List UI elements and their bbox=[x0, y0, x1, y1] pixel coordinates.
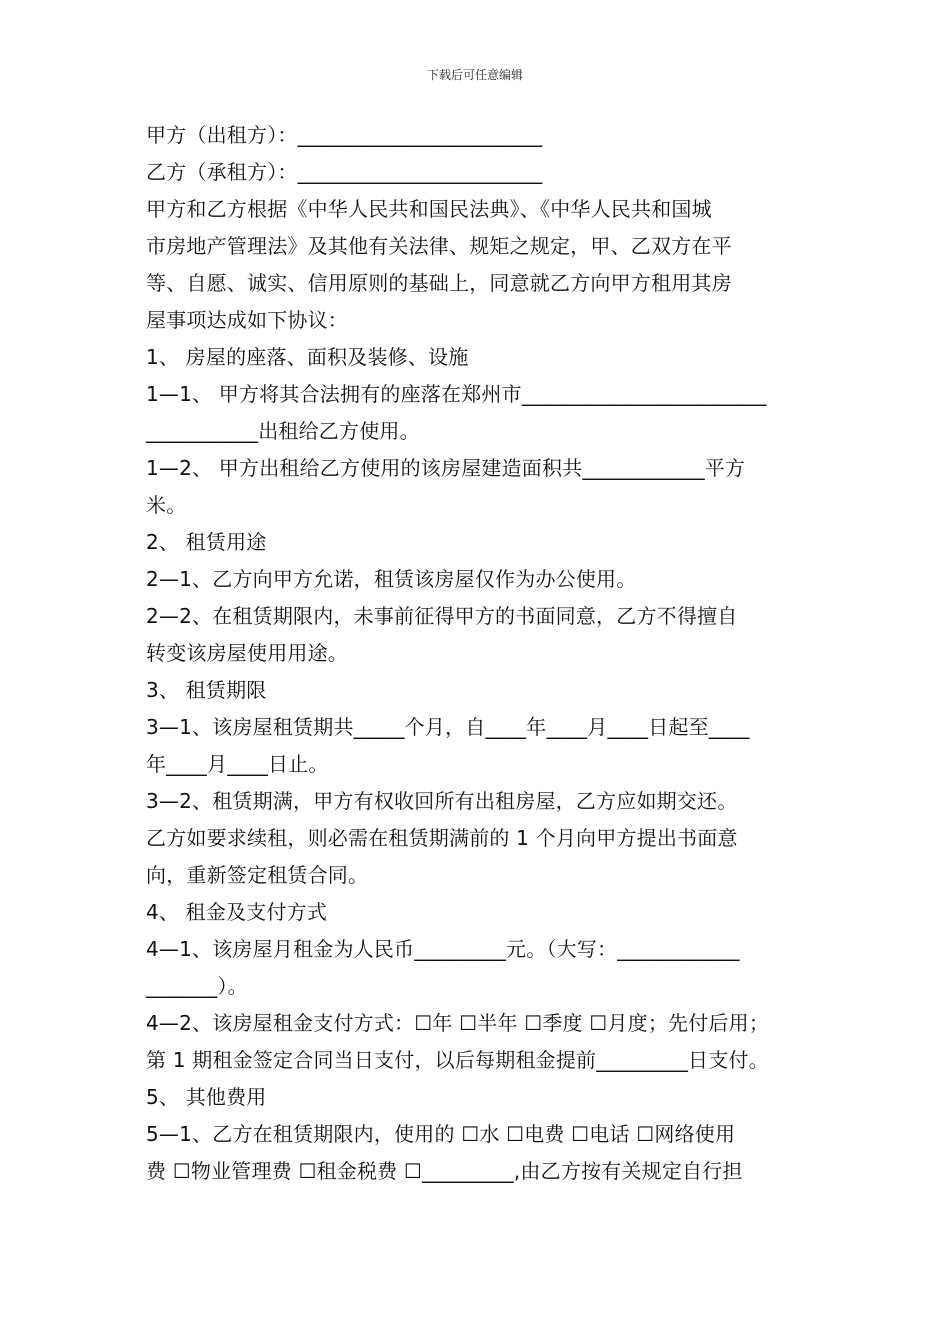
text-line: 2—2、在租赁期限内，未事前征得甲方的书面同意，乙方不得擅自 bbox=[146, 604, 738, 628]
text-line: 市房地产管理法》及其他有关法律、规矩之规定，甲、乙双方在平 bbox=[146, 234, 732, 258]
text-line: ___________出租给乙方使用。 bbox=[146, 419, 420, 443]
text-line: 费 ☐物业管理费 ☐租金税费 ☐_________,由乙方按有关规定自行担 bbox=[146, 1159, 743, 1183]
text-line: 乙方（承租方）：________________________ bbox=[146, 160, 543, 184]
text-line: 甲方和乙方根据《中华人民共和国民法典》、《中华人民共和国城 bbox=[146, 197, 712, 221]
text-line: 4、 租金及支付方式 bbox=[146, 900, 328, 924]
text-line: 2、 租赁用途 bbox=[146, 530, 267, 554]
text-line: 3、 租赁期限 bbox=[146, 678, 267, 702]
text-line: 5、 其他费用 bbox=[146, 1085, 267, 1109]
text-line: 2—1、乙方向甲方允诺，租赁该房屋仅作为办公使用。 bbox=[146, 567, 637, 591]
text-line: 第 1 期租金签定合同当日支付，以后每期租金提前_________日支付。 bbox=[146, 1048, 769, 1072]
page-header: 下载后可任意编辑 bbox=[426, 68, 523, 82]
text-line: 5—1、乙方在租赁期限内，使用的 ☐水 ☐电费 ☐电话 ☐网络使用 bbox=[146, 1122, 736, 1146]
document-body bbox=[146, 117, 814, 1190]
text-line: 1—1、 甲方将其合法拥有的座落在郑州市________________________ bbox=[146, 382, 767, 406]
text-line: 乙方如要求续租，则必需在租赁期满前的 1 个月向甲方提出书面意 bbox=[146, 826, 738, 850]
text-line: 3—2、租赁期满，甲方有权收回所有出租房屋，乙方应如期交还。 bbox=[146, 789, 738, 813]
text-line: 米。 bbox=[146, 493, 187, 517]
text-line: 屋事项达成如下协议： bbox=[146, 308, 348, 332]
text-line: 等、自愿、诚实、信用原则的基础上，同意就乙方向甲方租用其房 bbox=[146, 271, 732, 295]
text-line: 转变该房屋使用用途。 bbox=[146, 641, 348, 665]
text-line: 1、 房屋的座落、面积及装修、设施 bbox=[146, 345, 469, 369]
text-line: 向，重新签定租赁合同。 bbox=[146, 863, 369, 887]
text-line: 1—2、 甲方出租给乙方使用的该房屋建造面积共____________平方 bbox=[146, 456, 746, 480]
text-line: 年____月____日止。 bbox=[146, 752, 329, 776]
text-line: 4—2、该房屋租金支付方式：☐年 ☐半年 ☐季度 ☐月度；先付后用； bbox=[146, 1011, 770, 1035]
text-line: 甲方（出租方）：________________________ bbox=[146, 123, 543, 147]
text-line: _______）。 bbox=[146, 974, 248, 998]
text-line: 3—1、该房屋租赁期共_____个月，自____年____月____日起至____ bbox=[146, 715, 750, 739]
text-line: 4—1、该房屋月租金为人民币_________元。（大写：____________ bbox=[146, 937, 740, 961]
